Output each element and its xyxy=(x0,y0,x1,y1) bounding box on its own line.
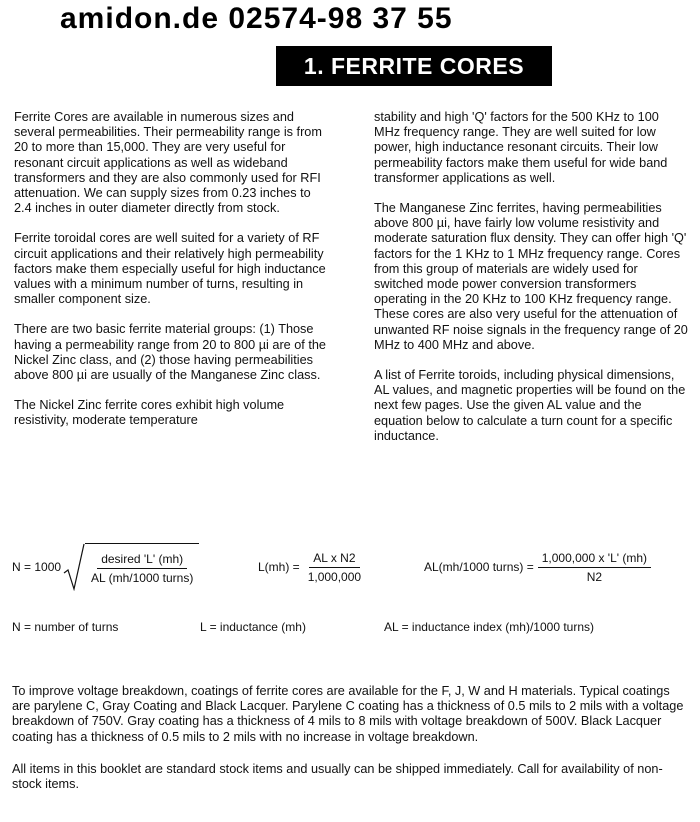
denominator: 1,000,000 xyxy=(307,569,362,584)
brand-and-phone: amidon.de 02574-98 37 55 xyxy=(60,2,453,35)
formula-row xyxy=(12,542,692,592)
paragraph-toroidal: Ferrite toroidal cores are well suited for a variety of RF circuit applications and their relatively high permeability factors make them especially useful for high inductance values with a minimum number of turns, resulting in smaller component size. xyxy=(14,231,326,307)
formula-index xyxy=(424,542,651,592)
coatings-paragraph xyxy=(12,684,688,745)
numerator: desired 'L' (mh) xyxy=(97,552,187,569)
denominator: AL (mh/1000 turns) xyxy=(91,571,194,585)
square-root xyxy=(63,543,199,591)
stock-text: All items in this booklet are standard stock items and usually can be shipped immediately. Call for availability of non-stock items. xyxy=(12,762,663,792)
formula-turns-lhs: N = 1000 xyxy=(12,560,62,574)
formula-turns xyxy=(12,542,199,592)
paragraph-material-groups: There are two basic ferrite material groups: (1) Those having a permeability range from 20 to 800 µi are of the Nickel Zinc class, and (2) those having permeabilities above 800 µi are usually of the Manganese Zinc class. xyxy=(14,322,326,383)
coatings-text: To improve voltage breakdown, coatings of ferrite cores are available for the F, J, W and H materials. Typical coatings are parylene C, Gray Coating and Black Lacquer. Parylene C coating has a thickness of 0.5 mils to 2 mils with a voltage breakdown of 750V. Gray coating has a thickness of 4 mils to 8 mils with voltage breakdown of 500V. Black Lacquer coating has a thickness of 0.5 mils to 2 mils with no increase in voltage breakdown. xyxy=(12,684,684,744)
formula-inductance xyxy=(258,542,365,592)
paragraph-intro: Ferrite Cores are available in numerous sizes and several permeabilities. Their permeability range is from 20 to more than 15,000. They are very useful for resonant circuit applications as well as wideband transformers and they are also commonly used for RFI attenuation. We can supply sizes from 0.23 inches to 2.4 inches in outer diameter directly from stock. xyxy=(14,110,322,216)
numerator: 1,000,000 x 'L' (mh) xyxy=(538,551,651,568)
fraction xyxy=(87,552,197,585)
numerator: AL x N2 xyxy=(309,551,359,568)
definition-l: L = inductance (mh) xyxy=(200,620,306,634)
paragraph-nickel-zinc: The Nickel Zinc ferrite cores exhibit high volume resistivity, moderate temperature xyxy=(14,398,285,428)
square-root-sign-icon xyxy=(63,543,85,591)
fraction xyxy=(304,551,365,584)
denominator: N2 xyxy=(586,569,603,584)
right-column xyxy=(374,110,688,459)
paragraph-nickel-zinc-cont: stability and high 'Q' factors for the 500 KHz to 100 MHz frequency range. They are well suited for low power, high inductance resonant circuits. Their low permeability factors make them useful for wide band transformer applications as well. xyxy=(374,110,668,185)
left-column xyxy=(14,110,330,444)
page-header xyxy=(0,0,700,40)
formula-inductance-lhs: L(mh) = xyxy=(258,560,300,574)
section-title: 1. FERRITE CORES xyxy=(276,46,552,86)
definition-al: AL = inductance index (mh)/1000 turns) xyxy=(384,620,595,634)
stock-paragraph xyxy=(12,762,688,792)
definition-n: N = number of turns xyxy=(12,620,119,634)
formula-index-lhs: AL(mh/1000 turns) = xyxy=(424,560,534,574)
fraction xyxy=(538,551,651,584)
paragraph-manganese-zinc: The Manganese Zinc ferrites, having permeabilities above 800 µi, have fairly low volume resistivity and moderate saturation flux density. They can offer high 'Q' factors for the 1 KHz to 1 MHz frequency range. Cores from this group of materials are widely used for switched mode power conversion transformers operating in the 20 KHz to 100 KHz frequency range. These cores are also very useful for the attenuation of unwanted RF noise signals in the frequency range of 20 MHz to 400 MHz and above. xyxy=(374,201,688,352)
paragraph-toroid-list: A list of Ferrite toroids, including physical dimensions, AL values, and magnetic properties will be found on the next few pages. Use the given AL value and the equation below to calculate a turn count for a specific inductance. xyxy=(374,368,686,443)
